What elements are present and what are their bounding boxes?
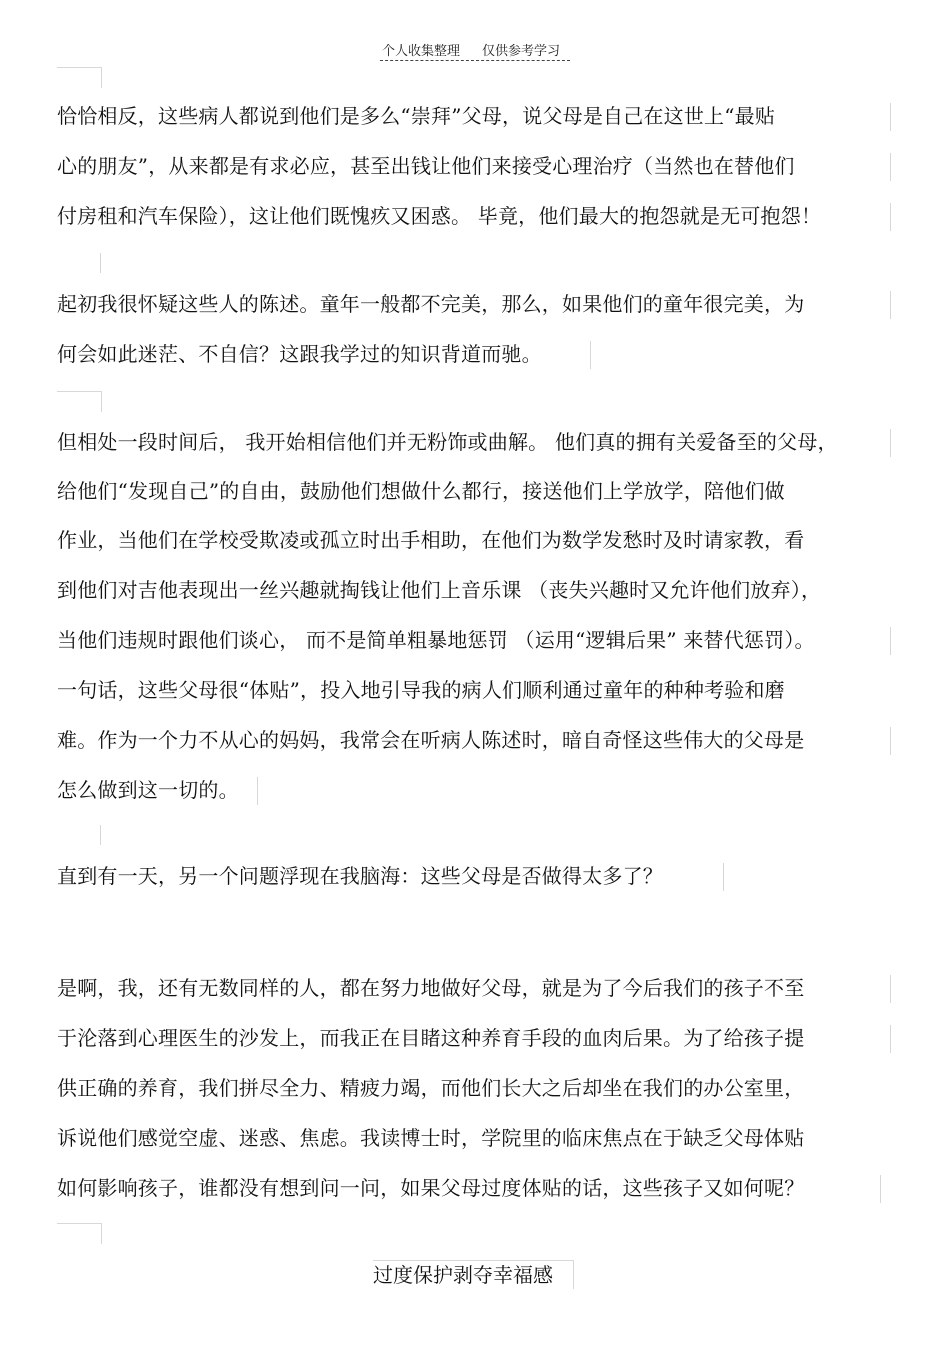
cell-edge bbox=[590, 341, 591, 369]
cell-edge bbox=[723, 863, 724, 891]
cell-edge bbox=[890, 429, 891, 457]
body-text-line: 何会如此迷茫、不自信？这跟我学过的知识背道而驰。 bbox=[57, 342, 542, 366]
cell-edge bbox=[57, 67, 102, 88]
body-text-line: 恰恰相反，这些病人都说到他们是多么“崇拜”父母，说父母是自己在这世上“最贴 bbox=[57, 104, 776, 128]
cell-edge bbox=[890, 627, 891, 655]
cell-edge bbox=[890, 103, 891, 131]
body-text-line: 如何影响孩子，谁都没有想到问一问，如果父母过度体贴的话，这些孩子又如何呢？ bbox=[57, 1176, 805, 1200]
body-text-line: 难。作为一个力不从心的妈妈，我常会在听病人陈述时，暗自奇怪这些伟大的父母是 bbox=[57, 728, 805, 752]
body-text-line: 一句话，这些父母很“体贴”，投入地引导我的病人们顺利通过童年的种种考验和磨 bbox=[57, 678, 785, 702]
page-header bbox=[380, 38, 570, 61]
header-right-text: 仅供参考学习 bbox=[482, 44, 561, 59]
body-text-line: 给他们“发现自己”的自由，鼓励他们想做什么都行，接送他们上学放学，陪他们做 bbox=[57, 479, 785, 503]
body-text-line: 到他们对吉他表现出一丝兴趣就掏钱让他们上音乐课 （丧失兴趣时又允许他们放弃）， bbox=[57, 578, 822, 602]
body-text-line: 于沦落到心理医生的沙发上，而我正在目睹这种养育手段的血肉后果。为了给孩子提 bbox=[57, 1026, 805, 1050]
body-text-line: 但相处一段时间后， 我开始相信他们并无粉饰或曲解。 他们真的拥有关爱备至的父母， bbox=[57, 430, 838, 454]
cell-edge bbox=[257, 777, 258, 805]
cell-edge bbox=[890, 975, 891, 1003]
cell-edge bbox=[100, 253, 101, 273]
cell-edge bbox=[57, 1223, 102, 1244]
body-text-line: 付房租和汽车保险），这让他们既愧疚又困惑。 毕竟，他们最大的抱怨就是无可抱怨！ bbox=[57, 204, 822, 228]
cell-edge bbox=[890, 727, 891, 755]
cell-edge bbox=[890, 1025, 891, 1053]
body-text-line: 是啊，我，还有无数同样的人，都在努力地做好父母，就是为了今后我们的孩子不至 bbox=[57, 976, 805, 1000]
body-text-line: 作业，当他们在学校受欺凌或孤立时出手相助，在他们为数学发愁时及时请家教，看 bbox=[57, 528, 805, 552]
body-text-line: 直到有一天，另一个问题浮现在我脑海：这些父母是否做得太多了？ bbox=[57, 864, 663, 888]
body-text-line: 起初我很怀疑这些人的陈述。童年一般都不完美，那么，如果他们的童年很完美，为 bbox=[57, 292, 805, 316]
body-text-line: 供正确的养育，我们拼尽全力、精疲力竭，而他们长大之后却坐在我们的办公室里， bbox=[57, 1076, 805, 1100]
body-text-line: 怎么做到这一切的。 bbox=[57, 778, 239, 802]
body-text-line: 当他们违规时跟他们谈心， 而不是简单粗暴地惩罚 （运用“逻辑后果” 来替代惩罚）。 bbox=[57, 628, 815, 652]
cell-edge bbox=[890, 291, 891, 319]
section-title: 过度保护剥夺幸福感 bbox=[373, 1263, 553, 1287]
body-text-line: 诉说他们感觉空虚、迷惑、焦虑。我读博士时，学院里的临床焦点在于缺乏父母体贴 bbox=[57, 1126, 805, 1150]
cell-edge bbox=[890, 203, 891, 231]
cell-edge bbox=[890, 153, 891, 181]
cell-edge bbox=[57, 391, 102, 412]
body-text-line: 心的朋友”，从来都是有求必应，甚至出钱让他们来接受心理治疗（当然也在替他们 bbox=[57, 154, 795, 178]
header-left-text: 个人收集整理 bbox=[382, 44, 461, 59]
cell-edge bbox=[880, 1175, 881, 1203]
cell-edge bbox=[100, 825, 101, 845]
